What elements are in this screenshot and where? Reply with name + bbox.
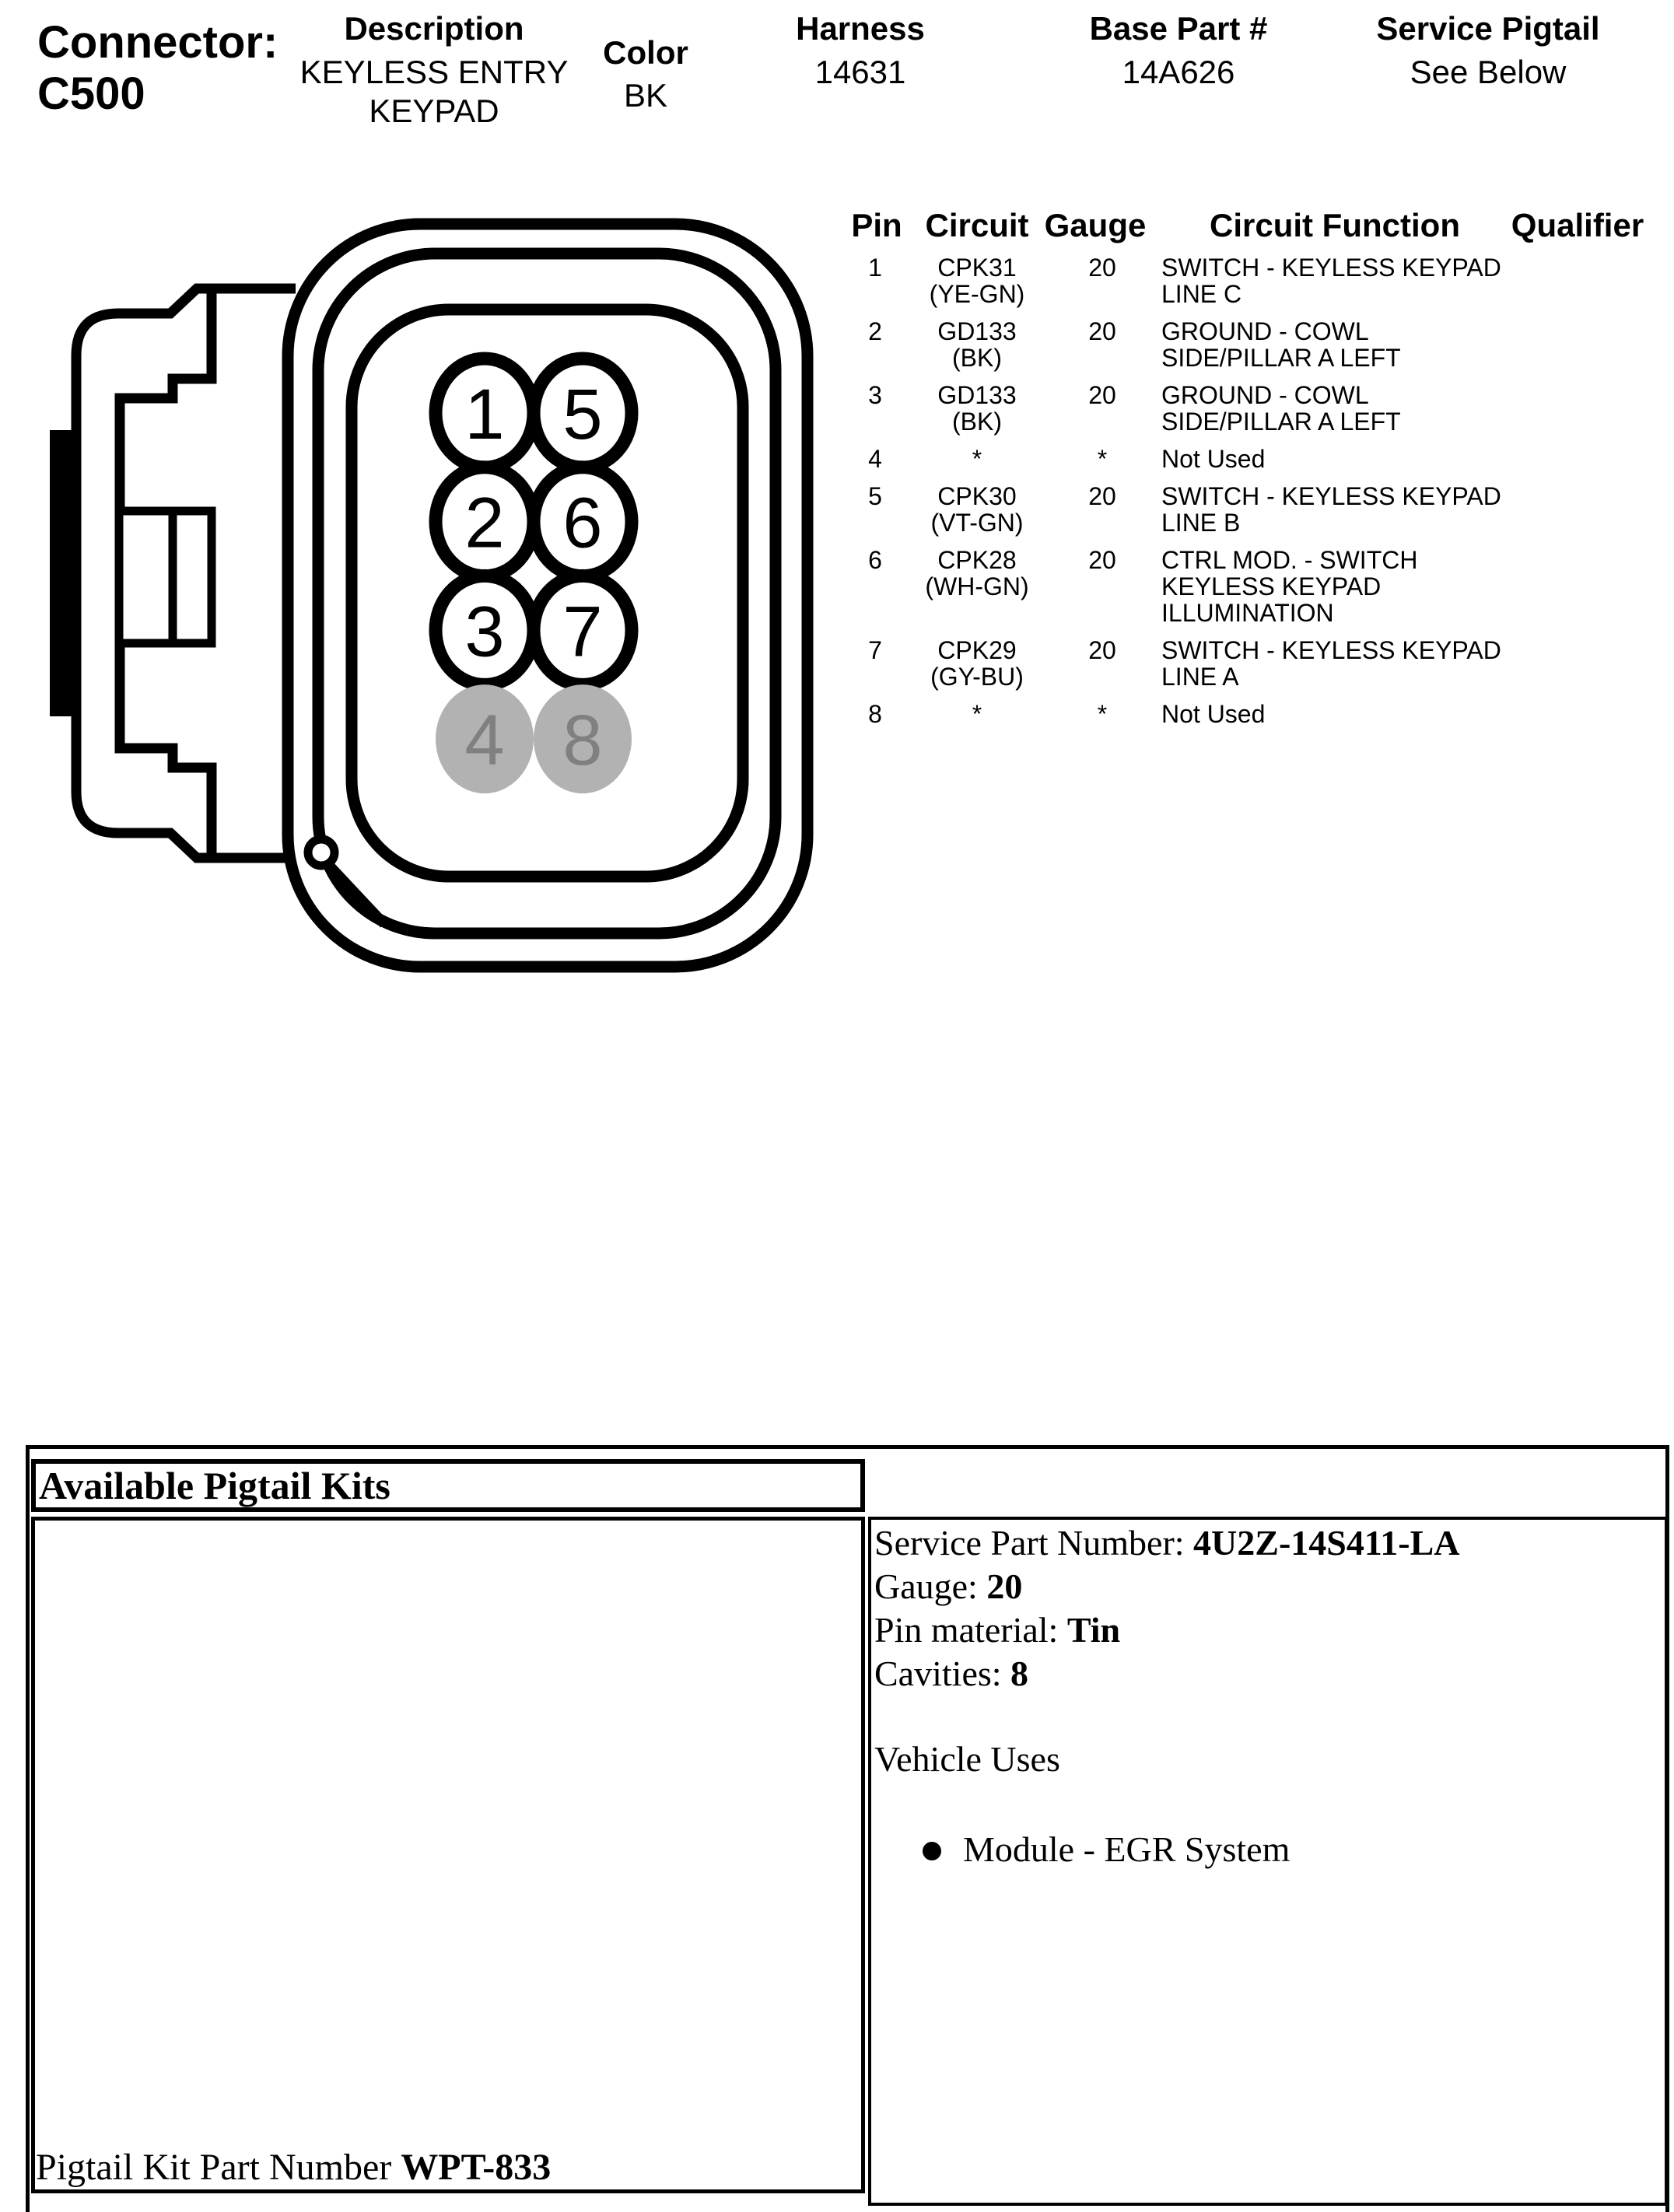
pin-cell: 3 <box>868 381 882 409</box>
pin-cell: 8 <box>868 700 882 728</box>
circuit-cell: (YE-GN) <box>929 280 1025 308</box>
function-cell: LINE C <box>1161 280 1242 308</box>
gauge-cell: 20 <box>1088 317 1116 345</box>
detail-label: Gauge: <box>874 1566 987 1606</box>
header-label-description: Description <box>344 10 524 47</box>
pin-number-1: 1 <box>464 375 505 454</box>
connector-id: C500 <box>37 68 145 119</box>
pin-number-8: 8 <box>562 701 603 781</box>
header-value: KEYPAD <box>369 93 499 129</box>
function-cell: ILLUMINATION <box>1161 599 1334 627</box>
function-cell: SIDE/PILLAR A LEFT <box>1161 408 1401 436</box>
pin-number-5: 5 <box>562 375 603 454</box>
circuit-cell: CPK30 <box>937 482 1017 510</box>
header-value: 14631 <box>814 54 906 90</box>
vehicle-uses-title: Vehicle Uses <box>874 1739 1060 1779</box>
function-cell: SWITCH - KEYLESS KEYPAD <box>1161 254 1501 282</box>
pin-cell: 4 <box>868 445 882 473</box>
header-value: See Below <box>1410 54 1567 90</box>
notch-circle <box>308 839 334 866</box>
circuit-cell: GD133 <box>937 381 1017 409</box>
pin-cell: 2 <box>868 317 882 345</box>
header-value: BK <box>623 77 668 114</box>
bullet-icon <box>923 1842 941 1860</box>
pigtail-section-title: Available Pigtail Kits <box>39 1464 390 1507</box>
detail-value: Tin <box>1066 1610 1121 1650</box>
circuit-cell: * <box>972 445 982 473</box>
pin-table-header-pin: Pin <box>851 207 902 243</box>
detail-label: Service Part Number: <box>874 1523 1194 1563</box>
detail-line-service-part-number- <box>874 1523 1460 1563</box>
pin-table-header-circuit: Circuit <box>925 207 1029 243</box>
vehicle-use-item: Module - EGR System <box>963 1829 1291 1869</box>
circuit-cell: (VT-GN) <box>930 509 1024 537</box>
function-cell: SWITCH - KEYLESS KEYPAD <box>1161 636 1501 664</box>
circuit-cell: (BK) <box>952 408 1002 436</box>
function-cell: SWITCH - KEYLESS KEYPAD <box>1161 482 1501 510</box>
function-cell: CTRL MOD. - SWITCH <box>1161 546 1418 574</box>
circuit-cell: (BK) <box>952 344 1002 372</box>
function-cell: LINE A <box>1161 663 1239 691</box>
header-value: KEYLESS ENTRY <box>299 54 569 90</box>
pin-table-header-circuit-function: Circuit Function <box>1210 207 1460 243</box>
gauge-cell: 20 <box>1088 381 1116 409</box>
gauge-cell: * <box>1097 445 1108 473</box>
detail-label: Pin material: <box>874 1610 1067 1650</box>
pin-table-header-qualifier: Qualifier <box>1511 207 1644 243</box>
header-label-service-pigtail: Service Pigtail <box>1376 10 1600 47</box>
pin-number-6: 6 <box>562 483 603 563</box>
circuit-cell: (GY-BU) <box>930 663 1024 691</box>
circuit-cell: * <box>972 700 982 728</box>
pigtail-kit-cell <box>31 1517 865 2193</box>
header-label-harness: Harness <box>796 10 925 47</box>
detail-value: 20 <box>986 1566 1023 1606</box>
circuit-cell: (WH-GN) <box>925 572 1029 600</box>
detail-value: 8 <box>1010 1654 1029 1693</box>
function-cell: Not Used <box>1161 445 1266 473</box>
circuit-cell: CPK28 <box>937 546 1017 574</box>
function-cell: GROUND - COWL <box>1161 381 1369 409</box>
pin-table <box>0 0 1674 781</box>
pin-cell: 5 <box>868 482 882 510</box>
gauge-cell: 20 <box>1088 254 1116 282</box>
detail-value: 4U2Z-14S411-LA <box>1193 1523 1460 1563</box>
pin-cell: 1 <box>868 254 882 282</box>
detail-line-pin-material- <box>874 1610 1120 1650</box>
circuit-cell: CPK29 <box>937 636 1017 664</box>
header-label-base-part-: Base Part # <box>1089 10 1268 47</box>
function-cell: SIDE/PILLAR A LEFT <box>1161 344 1401 372</box>
pin-cell: 7 <box>868 636 882 664</box>
gauge-cell: 20 <box>1088 546 1116 574</box>
pin-number-7: 7 <box>562 592 603 672</box>
gauge-cell: * <box>1097 700 1108 728</box>
pigtail-kit-value: WPT-833 <box>401 2147 552 2188</box>
function-cell: GROUND - COWL <box>1161 317 1369 345</box>
pin-cell: 6 <box>868 546 882 574</box>
circuit-cell: GD133 <box>937 317 1017 345</box>
pigtail-kit-label: Pigtail Kit Part Number <box>36 2147 401 2188</box>
pin-number-4: 4 <box>464 701 505 781</box>
gauge-cell: 20 <box>1088 482 1116 510</box>
function-cell: Not Used <box>1161 700 1266 728</box>
detail-label: Cavities: <box>874 1654 1011 1693</box>
pin-number-3: 3 <box>464 592 505 672</box>
header-value: 14A626 <box>1122 54 1235 90</box>
detail-line-cavities- <box>874 1654 1028 1694</box>
circuit-cell: CPK31 <box>937 254 1017 282</box>
pin-number-2: 2 <box>464 483 505 563</box>
pigtail-kit-part-number <box>36 2147 551 2189</box>
gauge-cell: 20 <box>1088 636 1116 664</box>
detail-line-gauge- <box>874 1566 1022 1607</box>
function-cell: LINE B <box>1161 509 1241 537</box>
header-label-color: Color <box>603 34 688 71</box>
connector-title-word: Connector: <box>37 17 278 68</box>
pin-table-header-gauge: Gauge <box>1044 207 1147 243</box>
function-cell: KEYLESS KEYPAD <box>1161 572 1382 600</box>
